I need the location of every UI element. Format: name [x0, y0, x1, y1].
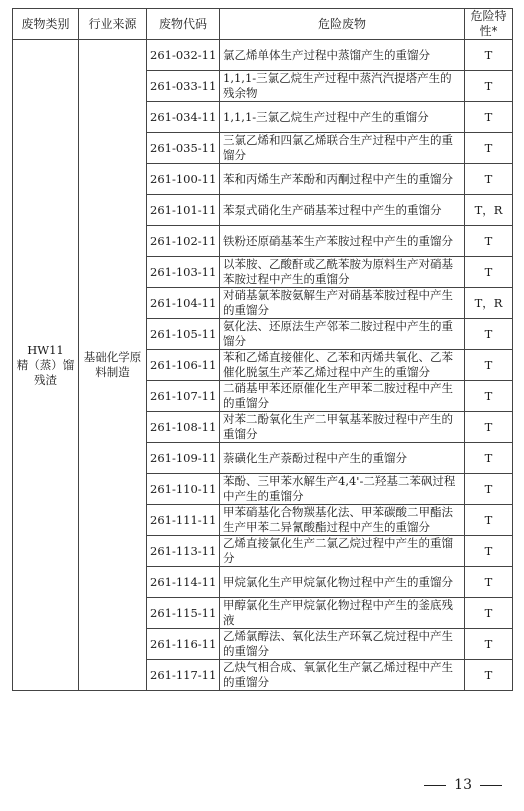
hazard-characteristic-cell: T [465, 350, 513, 381]
hazard-characteristic-cell: T [465, 102, 513, 133]
waste-code-cell: 261-104-11 [147, 288, 220, 319]
hazardous-waste-cell: 二硝基甲苯还原催化生产甲苯二胺过程中产生的重馏分 [220, 381, 465, 412]
hazardous-waste-cell: 甲醇氯化生产甲烷氯化物过程中产生的釜底残液 [220, 598, 465, 629]
header-waste-category: 废物类别 [13, 9, 79, 40]
hazard-characteristic-cell: T [465, 40, 513, 71]
waste-code-cell: 261-113-11 [147, 536, 220, 567]
waste-code-cell: 261-103-11 [147, 257, 220, 288]
table-header-row [13, 9, 513, 40]
hazardous-waste-cell: 1,1,1-三氯乙烷生产过程中蒸汽汽提塔产生的残余物 [220, 71, 465, 102]
hazardous-waste-cell: 三氯乙烯和四氯乙烯联合生产过程中产生的重馏分 [220, 133, 465, 164]
waste-code-cell: 261-105-11 [147, 319, 220, 350]
waste-code-cell: 261-107-11 [147, 381, 220, 412]
waste-code-cell: 261-032-11 [147, 40, 220, 71]
hazardous-waste-table [12, 8, 513, 691]
footer-dash-left [424, 785, 446, 786]
hazard-characteristic-cell: T [465, 443, 513, 474]
waste-code-cell: 261-106-11 [147, 350, 220, 381]
hazard-characteristic-cell: T [465, 164, 513, 195]
hazardous-waste-cell: 氯乙烯单体生产过程中蒸馏产生的重馏分 [220, 40, 465, 71]
hazard-characteristic-cell: T，R [465, 288, 513, 319]
hazardous-waste-cell: 乙烯氯醇法、氧化法生产环氧乙烷过程中产生的重馏分 [220, 629, 465, 660]
hazardous-waste-cell: 以苯胺、乙酸酐或乙酰苯胺为原料生产对硝基苯胺过程中产生的重馏分 [220, 257, 465, 288]
footer-dash-right [480, 785, 502, 786]
waste-code-cell: 261-101-11 [147, 195, 220, 226]
hazard-characteristic-cell: T，R [465, 195, 513, 226]
waste-code-cell: 261-116-11 [147, 629, 220, 660]
waste-code-cell: 261-035-11 [147, 133, 220, 164]
hazardous-waste-cell: 氨化法、还原法生产邻苯二胺过程中产生的重馏分 [220, 319, 465, 350]
hazard-characteristic-cell: T [465, 319, 513, 350]
hazard-characteristic-cell: T [465, 412, 513, 443]
hazard-characteristic-cell: T [465, 474, 513, 505]
hazardous-waste-cell: 甲烷氯化生产甲烷氯化物过程中产生的重馏分 [220, 567, 465, 598]
hazard-characteristic-cell: T [465, 598, 513, 629]
waste-code-cell: 261-102-11 [147, 226, 220, 257]
header-industry-source: 行业来源 [79, 9, 147, 40]
hazard-characteristic-cell: T [465, 567, 513, 598]
waste-code-cell: 261-111-11 [147, 505, 220, 536]
waste-code-cell: 261-109-11 [147, 443, 220, 474]
industry-source-cell: 基础化学原料制造 [79, 40, 147, 691]
waste-code-cell: 261-100-11 [147, 164, 220, 195]
hazardous-waste-cell: 苯和丙烯生产苯酚和丙酮过程中产生的重馏分 [220, 164, 465, 195]
waste-code-cell: 261-117-11 [147, 660, 220, 691]
header-hazardous-waste: 危险废物 [220, 9, 465, 40]
hazard-characteristic-cell: T [465, 536, 513, 567]
hazardous-waste-cell: 苯酚、三甲苯水解生产4,4'-二羟基二苯砜过程中产生的重馏分 [220, 474, 465, 505]
hazard-characteristic-cell: T [465, 505, 513, 536]
hazardous-waste-cell: 苯泵式硝化生产硝基苯过程中产生的重馏分 [220, 195, 465, 226]
hazardous-waste-cell: 苯和乙烯直接催化、乙苯和丙烯共氧化、乙苯催化脱氢生产苯乙烯过程中产生的重馏分 [220, 350, 465, 381]
hazard-characteristic-cell: T [465, 133, 513, 164]
hazardous-waste-cell: 乙炔气相合成、氧氯化生产氯乙烯过程中产生的重馏分 [220, 660, 465, 691]
hazard-characteristic-cell: T [465, 71, 513, 102]
hazardous-waste-cell: 甲苯硝基化合物羰基化法、甲苯碳酸二甲酯法生产甲苯二异氰酸酯过程中产生的重馏分 [220, 505, 465, 536]
waste-code-cell: 261-034-11 [147, 102, 220, 133]
hazardous-waste-cell: 萘磺化生产萘酚过程中产生的重馏分 [220, 443, 465, 474]
hazard-characteristic-cell: T [465, 629, 513, 660]
hazard-characteristic-cell: T [465, 381, 513, 412]
hazardous-waste-cell: 1,1,1-三氯乙烷生产过程中产生的重馏分 [220, 102, 465, 133]
page-footer [424, 777, 502, 793]
waste-code-cell: 261-115-11 [147, 598, 220, 629]
waste-code-cell: 261-108-11 [147, 412, 220, 443]
hazard-characteristic-cell: T [465, 660, 513, 691]
waste-code-cell: 261-110-11 [147, 474, 220, 505]
table-row [13, 40, 513, 71]
hazardous-waste-cell: 铁粉还原硝基苯生产苯胺过程中产生的重馏分 [220, 226, 465, 257]
hazardous-waste-cell: 对硝基氯苯胺氨解生产对硝基苯胺过程中产生的重馏分 [220, 288, 465, 319]
page-number: 13 [454, 777, 472, 793]
header-hazard-characteristic: 危险特性* [465, 9, 513, 40]
waste-code-cell: 261-033-11 [147, 71, 220, 102]
header-waste-code: 废物代码 [147, 9, 220, 40]
waste-category-cell: HW11 精（蒸）馏残渣 [13, 40, 79, 691]
waste-code-cell: 261-114-11 [147, 567, 220, 598]
hazard-characteristic-cell: T [465, 226, 513, 257]
hazardous-waste-cell: 对苯二酚氧化生产二甲氧基苯胺过程中产生的重馏分 [220, 412, 465, 443]
hazardous-waste-cell: 乙烯直接氯化生产二氯乙烷过程中产生的重馏分 [220, 536, 465, 567]
hazard-characteristic-cell: T [465, 257, 513, 288]
